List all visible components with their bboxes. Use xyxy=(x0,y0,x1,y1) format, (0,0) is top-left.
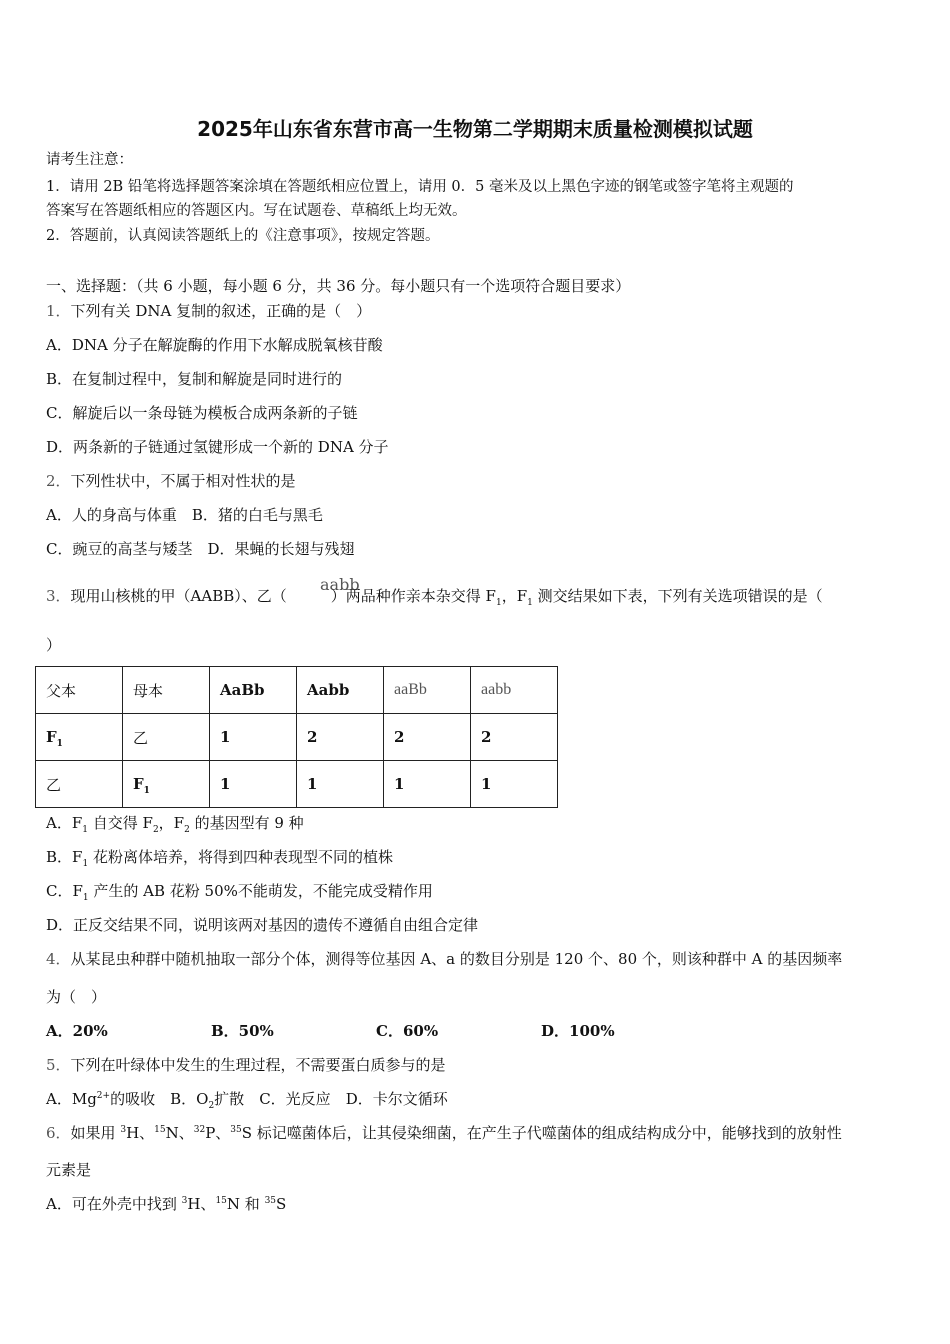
q4-option-c: C．60% xyxy=(376,1022,439,1040)
table-cell: 乙 xyxy=(36,761,123,808)
table-cell: 父本 xyxy=(36,667,123,714)
notice-heading: 请考生注意： xyxy=(46,152,133,168)
q3-stem: 3．现用山核桃的甲（AABB）、乙（ ）两品种作亲本杂交得 $F_1$，$F_1$ 测交结果如下表，下列有关选项错误的是（ xyxy=(46,587,823,608)
table-cell: aaBb xyxy=(384,667,471,714)
table-cell: $F_1$ xyxy=(36,714,123,761)
q4-option-b: B．50% xyxy=(211,1022,274,1040)
notice-line-1b: 答案写在答题纸相应的答题区内。写在试题卷、草稿纸上均无效。 xyxy=(46,203,467,219)
q1-option-b: B．在复制过程中，复制和解旋是同时进行的 xyxy=(46,370,343,388)
q5-options: A．$Mg^{2+}$的吸收 B．$O_2$扩散 C．光反应 D．卡尔文循环 xyxy=(46,1090,448,1111)
notice-line-1a: 1．请用 2B 铅笔将选择题答案涂填在答题纸相应位置上，请用 0．5 毫米及以上黑色字迹的钢笔或签字笔将主观题的 xyxy=(46,179,794,195)
q3-option-b: B．$F_1$ 花粉离体培养，将得到四种表现型不同的植株 xyxy=(46,848,393,869)
q1-option-a: A．DNA 分子在解旋酶的作用下水解成脱氧核苷酸 xyxy=(46,336,383,354)
table-cell: 1 xyxy=(384,761,471,808)
genotype-table xyxy=(35,666,558,808)
table-cell: 1 xyxy=(297,761,384,808)
q4-option-d: D．100% xyxy=(541,1022,615,1040)
notice-line-2: 2．答题前，认真阅读答题纸上的《注意事项》，按规定答题。 xyxy=(46,228,440,244)
q3-option-d: D．正反交结果不同，说明该两对基因的遗传不遵循自由组合定律 xyxy=(46,916,479,934)
table-cell: 母本 xyxy=(123,667,210,714)
q5-stem: 5．下列在叶绿体中发生的生理过程，不需要蛋白质参与的是 xyxy=(46,1056,446,1074)
q6-stem-cont: 元素是 xyxy=(46,1161,92,1179)
table-cell: Aabb xyxy=(297,667,384,714)
q4-option-a: A．20% xyxy=(46,1022,108,1040)
table-cell: aabb xyxy=(471,667,558,714)
q3-option-c: C．$F_1$ 产生的 AB 花粉 50%不能萌发，不能完成受精作用 xyxy=(46,882,433,903)
q3-option-a: A．$F_1$ 自交得 $F_2$，$F_2$ 的基因型有 9 种 xyxy=(46,814,304,835)
q4-stem: 4．从某昆虫种群中随机抽取一部分个体，测得等位基因 A、a 的数目分别是 120 个、80 个，则该种群中 A 的基因频率 xyxy=(46,950,843,968)
q2-options-ab: A．人的身高与体重 B．猪的白毛与黑毛 xyxy=(46,506,323,524)
table-cell: 2 xyxy=(384,714,471,761)
section-heading: 一、选择题：（共 6 小题，每小题 6 分，共 36 分。每小题只有一个选项符合题目要求） xyxy=(46,277,631,295)
table-header-row xyxy=(36,667,558,714)
table-cell: 乙 xyxy=(123,714,210,761)
table-cell: 1 xyxy=(210,761,297,808)
q2-stem: 2．下列性状中，不属于相对性状的是 xyxy=(46,472,296,490)
table-cell: 1 xyxy=(210,714,297,761)
q6-option-a: A．可在外壳中找到 $^3$H、$^{15}$N 和 $^{35}$S xyxy=(46,1195,287,1213)
table-cell: 1 xyxy=(471,761,558,808)
q3-floating-label: aabb xyxy=(320,575,360,594)
page-title: 2025年山东省东营市高一生物第二学期期末质量检测模拟试题 xyxy=(197,117,753,141)
table-row xyxy=(36,714,558,761)
q4-stem-cont: 为（ ） xyxy=(46,988,107,1006)
table-cell: 2 xyxy=(471,714,558,761)
q1-option-c: C．解旋后以一条母链为模板合成两条新的子链 xyxy=(46,404,358,422)
table-cell: AaBb xyxy=(210,667,297,714)
q6-stem: 6．如果用 $^3$H、$^{15}$N、$^{32}$P、$^{35}$S 标记噬菌体后，让其侵染细菌，在产生子代噬菌体的组成结构成分中，能够找到的放射性 xyxy=(46,1124,842,1142)
q2-options-cd: C．豌豆的高茎与矮茎 D．果蝇的长翅与残翅 xyxy=(46,540,355,558)
table-cell: 2 xyxy=(297,714,384,761)
table-cell: $F_1$ xyxy=(123,761,210,808)
q1-option-d: D．两条新的子链通过氢键形成一个新的 DNA 分子 xyxy=(46,438,389,456)
q1-stem: 1．下列有关 DNA 复制的叙述，正确的是（ ） xyxy=(46,302,372,320)
table-row xyxy=(36,761,558,808)
q3-stem-end: ） xyxy=(46,636,62,654)
